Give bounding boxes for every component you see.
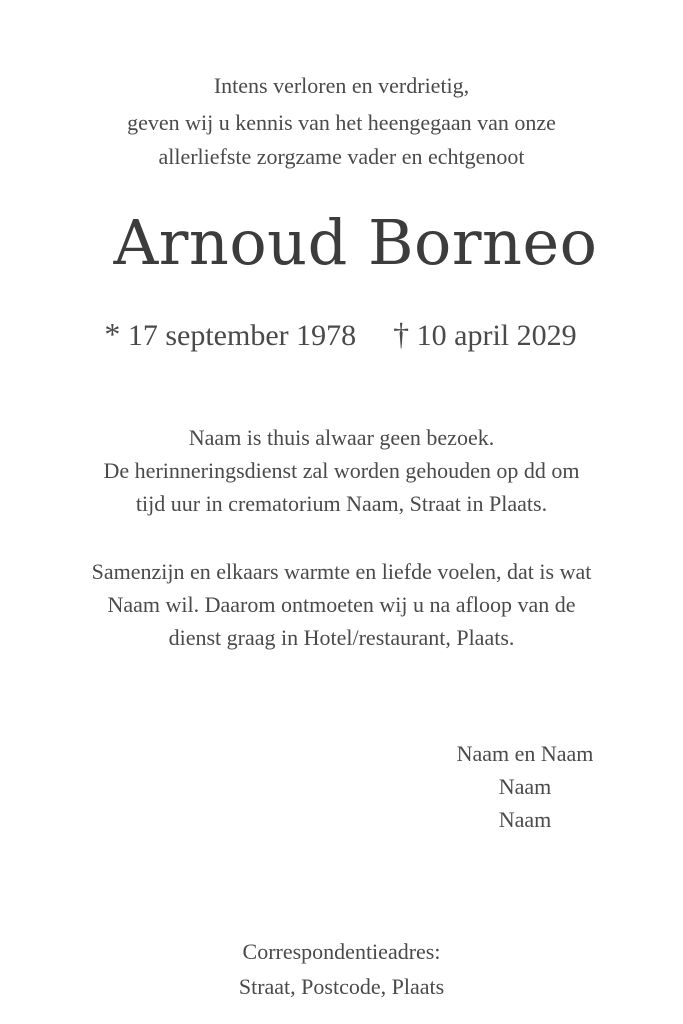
gathering-line-1: Samenzijn en elkaars warmte en liefde voelen, dat is wat <box>91 559 592 584</box>
correspondence-label: Correspondentieadres: <box>242 939 441 964</box>
intro-line-1: Intens verloren en verdrietig, <box>213 73 470 98</box>
service-line-1: Naam is thuis alwaar geen bezoek. <box>188 425 495 450</box>
service-line-2: De herinneringsdienst zal worden gehouden op dd om <box>103 458 580 483</box>
signatory: Naam <box>498 807 552 832</box>
birth-symbol: * <box>104 316 121 352</box>
death-symbol: † <box>393 316 410 352</box>
correspondence-value: Straat, Postcode, Plaats <box>238 974 445 999</box>
gathering-line-2: Naam wil. Daarom ontmoeten wij u na afloop van de <box>107 592 576 617</box>
intro-line-3: allerliefste zorgzame vader en echtgenoot <box>158 144 525 169</box>
gathering-line-3: dienst graag in Hotel/restaurant, Plaats. <box>168 625 515 650</box>
life-dates <box>0 312 683 358</box>
correspondence-address <box>0 934 683 1004</box>
service-paragraph <box>0 421 683 520</box>
gathering-paragraph <box>0 555 683 654</box>
service-line-3: tijd uur in crematorium Naam, Straat in Plaats. <box>135 491 548 516</box>
signatory: Naam en Naam <box>456 741 594 766</box>
intro-text <box>0 66 683 174</box>
signatory: Naam <box>498 774 552 799</box>
birth-date: 17 september 1978 <box>127 319 357 352</box>
intro-line-2: geven wij u kennis van het heengegaan van onze <box>127 110 556 135</box>
death-date: 10 april 2029 <box>416 319 577 352</box>
deceased-name: Arnoud Borneo <box>113 206 598 279</box>
signatories <box>430 737 620 836</box>
